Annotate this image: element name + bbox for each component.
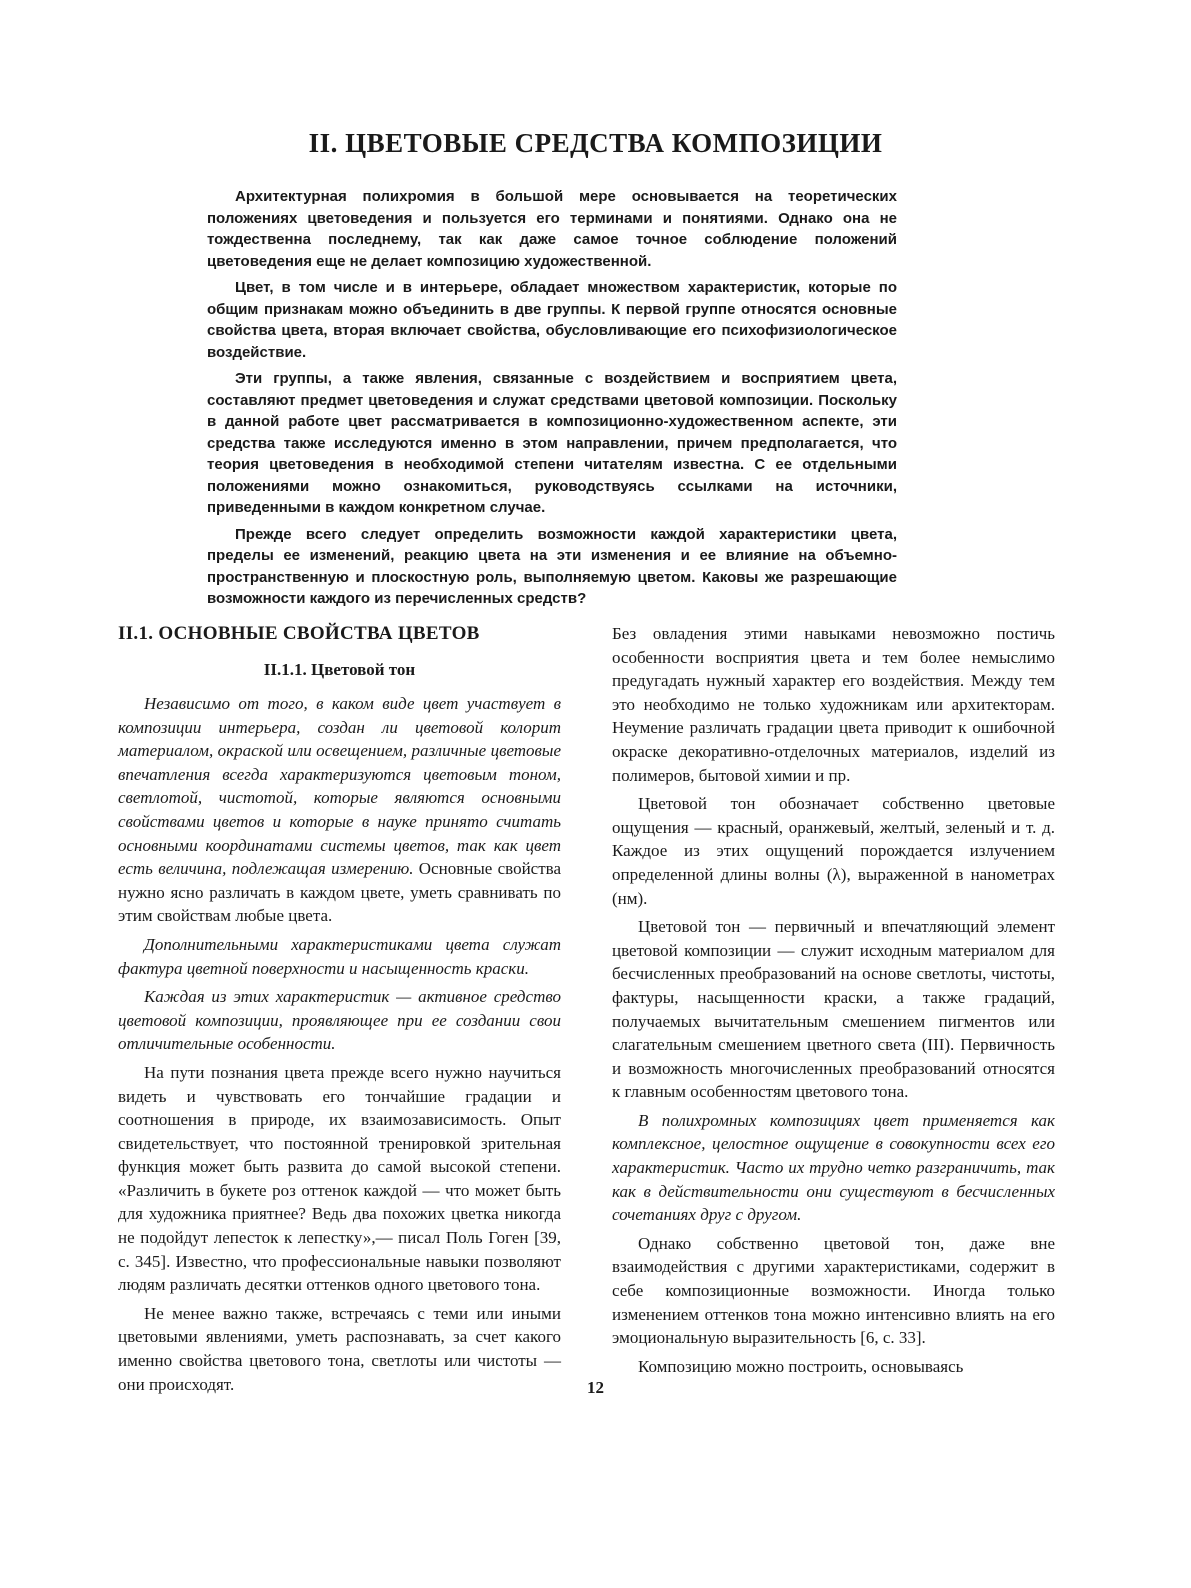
italic-text: В полихромных композициях цвет применяется как комплексное, целостное ощущение в совокупности всех его характеристик. Часто их трудно четко разграничить, так как в действительности они существуют в бесчисленных сочетаниях друг с другом. (612, 1110, 1055, 1225)
body-paragraph: Композицию можно построить, основываясь (638, 1356, 964, 1376)
body-paragraph (118, 985, 561, 1056)
body-paragraph (118, 692, 561, 928)
body-paragraph: Без овладения этими навыками невозможно постичь особенности восприятия цвета и тем более немыслимо предугадать нужный характер его воздействия. Между тем это необходимо не только художникам или архитекторам. Неумение различать градации цвета приводит к ошибочной окраске декоративно-отделочных материалов, изделий из полимеров, бытовой химии и пр. (612, 624, 1055, 785)
intro-paragraph: Архитектурная полихромия в большой мере основывается на теоретических положениях цветоведения и пользуется его терминами и понятиями. Однако она не тождественна последнему, так как даже самое точное соблюдение положений цветоведения еще не делает композицию художественной. (207, 188, 897, 270)
chapter-intro (207, 186, 897, 615)
intro-paragraph: Цвет, в том числе и в интерьере, обладает множеством характеристик, которые по общим признакам можно объединить в две группы. К первой группе относятся основные свойства цвета, вторая включает свойства, обусловливающие его психофизиологическое воздействие. (207, 279, 897, 361)
body-paragraph: Цветовой тон — первичный и впечатляющий элемент цветовой композиции — служит исходным материалом для бесчисленных преобразований на основе светлоты, чистоты, фактуры, насыщенности краски, а также градаций, получаемых вычитательным смешением пигментов или слагательным смешением цветного света (III). Первичность и возможность многочисленных преобразований относятся к главным особенностям цветового тона. (612, 917, 1055, 1102)
page-number: 12 (587, 1378, 604, 1397)
body-text: Основные свойства нужно ясно различать в каждом цвете, уметь сравнивать по этим свойствам любые цвета. (118, 859, 561, 926)
section-title: II.1. ОСНОВНЫЕ СВОЙСТВА ЦВЕТОВ (118, 623, 480, 644)
body-paragraph: Цветовой тон обозначает собственно цветовые ощущения — красный, оранжевый, желтый, зеленый и т. д. Каждое из этих ощущений порождается излучением определенной длины волны (λ), выраженной в нанометрах (нм). (612, 794, 1055, 908)
body-paragraph: На пути познания цвета прежде всего нужно научиться видеть и чувствовать его тончайшие градации и соотношения в природе, их взаимозависимость. Опыт свидетельствует, что постоянной тренировкой зрительная функция может быть развита до самой высокой степени. «Различить в букете роз оттенок каждой — что может быть для художника приятнее? Ведь два похожих цветка никогда не подойдут лепесток к лепестку»,— писал Поль Гоген [39, с. 345]. Известно, что профессиональные навыки позволяют людям различать десятки оттенков одного цветового тона. (118, 1062, 561, 1295)
intro-paragraph: Эти группы, а также явления, связанные с воздействием и восприятием цвета, составляют предмет цветоведения и служат средствами цветовой композиции. Поскольку в данной работе цвет рассматривается в композиционно-художественном аспекте, эти средства также исследуются именно в этом направлении, причем предполагается, что теория цветоведения в необходимой степени читателям известна. С ее отдельными положениями можно ознакомиться, руководствуясь ссылками на источники, приведенными в каждом конкретном случае. (207, 370, 897, 516)
body-paragraph (118, 933, 561, 980)
intro-paragraph: Прежде всего следует определить возможности каждой характеристики цвета, пределы ее изменений, реакцию цвета на эти изменения и ее влияние на объемно-пространственную и плоскостную роль, выполняемую цветом. Каковы же разрешающие возможности каждого из перечисленных средств? (207, 525, 897, 607)
body-paragraph: Однако собственно цветовой тон, даже вне взаимодействия с другими характеристиками, содержит в себе композиционные возможности. Иногда только изменением оттенков тона можно интенсивно влиять на его эмоциональную выразительность [6, с. 33]. (612, 1233, 1055, 1348)
italic-text: Дополнительными характеристиками цвета служат фактура цветной поверхности и насыщенность краски. (118, 934, 561, 978)
subsection-title: II.1.1. Цветовой тон (263, 660, 416, 679)
body-paragraph (612, 1109, 1055, 1227)
italic-text: Независимо от того, в каком виде цвет участвует в композиции интерьера, создан ли цветовой колорит материалом, окраской или освещением, различные цветовые впечатления всегда характеризуются цветовым тоном, светлотой, чистотой, которые являются основными свойствами цветов и которые в науке принято считать основными координатами системы цветов, так как цвет есть величина, подлежащая измерению. (118, 694, 561, 879)
left-column (118, 622, 561, 1401)
body-paragraph: Не менее важно также, встречаясь с теми или иными цветовыми явлениями, уметь распознавать, за счет какого именно свойства цветового тона, светлоты или чистоты — они происходят. (118, 1303, 561, 1394)
italic-text: Каждая из этих характеристик — активное средство цветовой композиции, проявляющее при ее создании свои отличительные особенности. (118, 987, 561, 1054)
chapter-title: II. ЦВЕТОВЫЕ СРЕДСТВА КОМПОЗИЦИИ (308, 128, 883, 158)
right-column (612, 622, 1055, 1383)
